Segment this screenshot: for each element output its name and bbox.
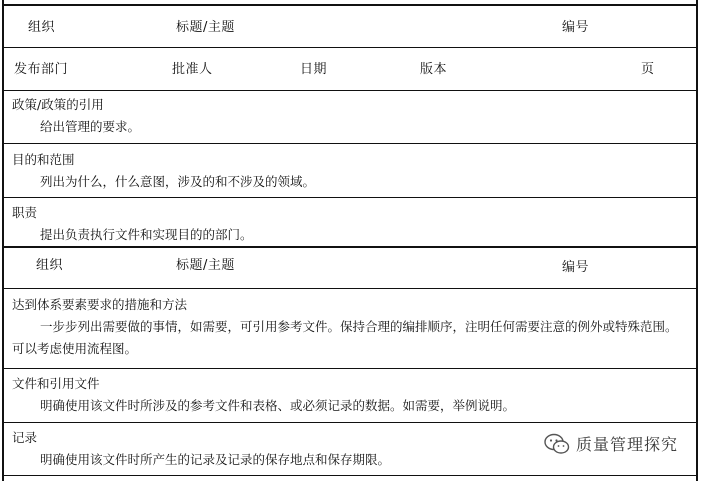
header2-number-label: 编号 <box>562 260 590 275</box>
section-title-references: 文件和引用文件 <box>12 376 100 391</box>
section-divider-4 <box>2 422 698 423</box>
watermark-text: 质量管理探究 <box>575 435 678 454</box>
meta-page-label: 页 <box>641 62 655 77</box>
section-title-responsibility: 职责 <box>12 205 38 220</box>
page-break-line <box>2 246 698 248</box>
section-body-policy: 给出管理的要求。 <box>40 119 141 134</box>
wechat-icon <box>544 433 570 455</box>
right-border <box>696 0 698 481</box>
header-divider <box>2 47 698 48</box>
section-body-purpose: 列出为什么，什么意图，涉及的和不涉及的领域。 <box>40 174 316 189</box>
header2-divider <box>2 288 698 289</box>
section-body-references: 明确使用该文件时所涉及的参考文件和表格、或必须记录的数据。如需要，举例说明。 <box>40 398 516 413</box>
section-body-records: 明确使用该文件时所产生的记录及记录的保存地点和保存期限。 <box>40 452 391 467</box>
header2-title-label: 标题/主题 <box>176 258 235 273</box>
meta-version-label: 版本 <box>420 62 448 77</box>
meta-dept-label: 发布部门 <box>14 62 69 77</box>
top-border <box>2 4 698 6</box>
section-title-purpose: 目的和范围 <box>12 152 75 167</box>
header-number-label: 编号 <box>562 20 590 35</box>
section-title-records: 记录 <box>12 430 38 445</box>
bottom-border <box>2 475 698 476</box>
section-body-responsibility: 提出负责执行文件和实现目的的部门。 <box>40 227 253 242</box>
section-title-policy: 政策/政策的引用 <box>12 97 104 112</box>
section-title-methods: 达到体系要素要求的措施和方法 <box>12 297 188 312</box>
meta-approver-label: 批准人 <box>172 62 213 77</box>
meta-date-label: 日期 <box>300 62 328 77</box>
section-body-methods: 一步步列出需要做的事情，如需要，可引用参考文件。保持合理的编排顺序，注明任何需要注意的例外或特殊范围。可以考虑使用流程图。 <box>12 319 678 356</box>
left-border <box>2 0 4 481</box>
meta-divider <box>2 90 698 91</box>
section-divider-3 <box>2 368 698 369</box>
watermark <box>538 430 684 457</box>
section-divider-1 <box>2 143 698 144</box>
section-divider-2 <box>2 197 698 198</box>
header-title-label: 标题/主题 <box>176 20 235 35</box>
header2-org-label: 组织 <box>36 258 64 273</box>
header-org-label: 组织 <box>28 20 56 35</box>
